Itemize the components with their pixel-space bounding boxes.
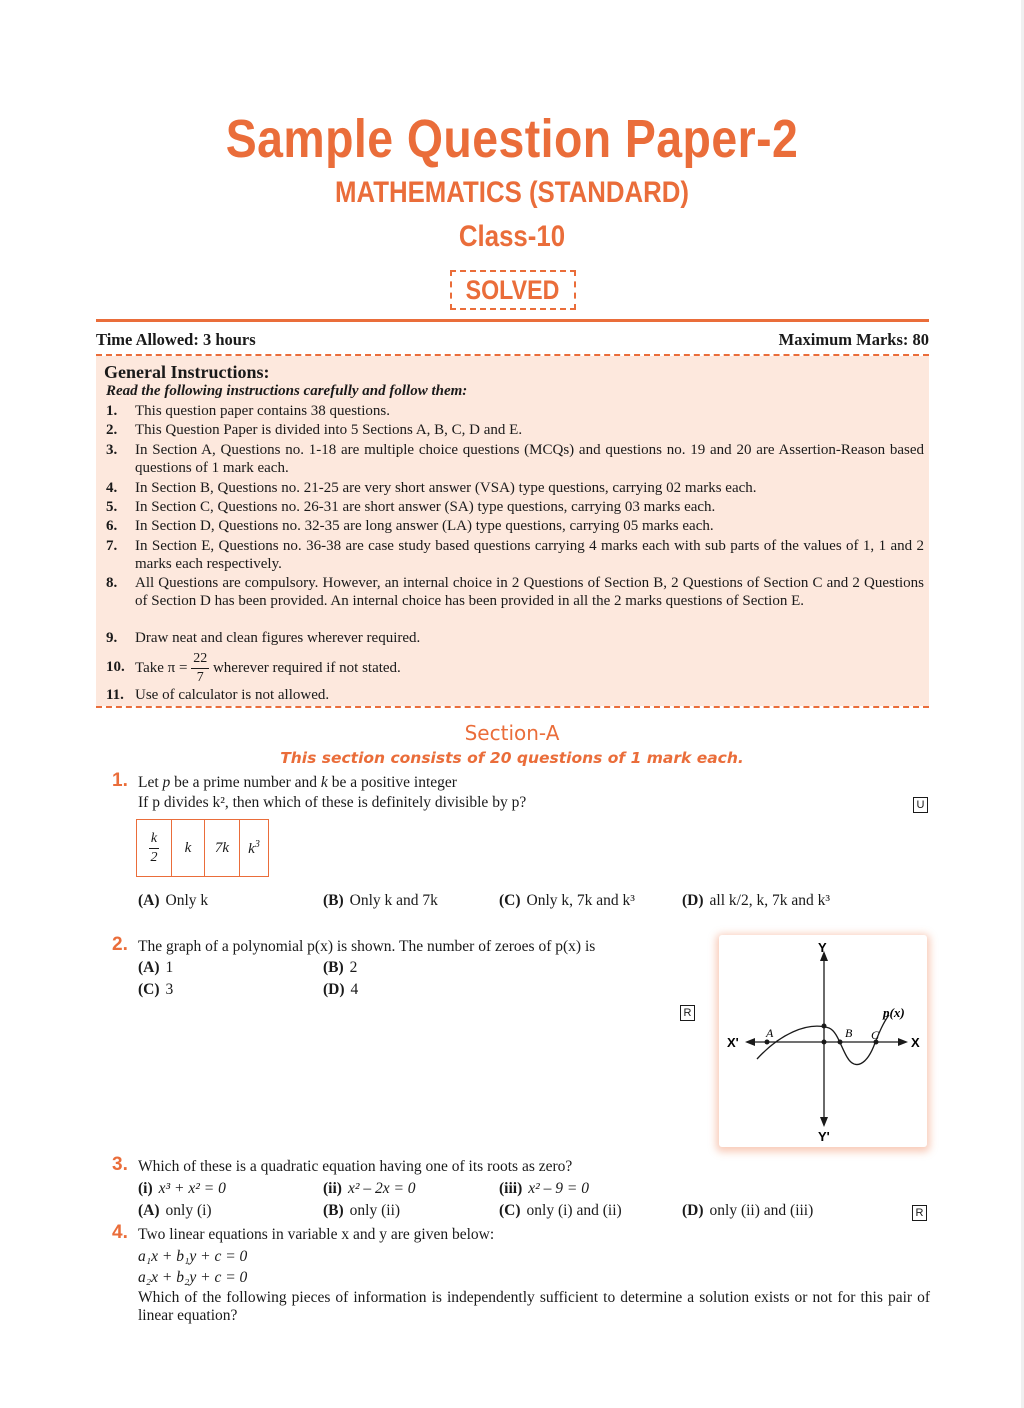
instruction-number: 1. xyxy=(106,403,118,419)
option-text: 4 xyxy=(350,981,359,998)
k-over-2 xyxy=(149,832,159,865)
question-number: 4. xyxy=(112,1222,128,1243)
option-text: only (i) and (ii) xyxy=(526,1202,622,1219)
pi-numerator: 22 xyxy=(191,652,209,669)
instruction-text: In Section D, Questions no. 32-35 are long answer (LA) type questions, carrying 05 marks each. xyxy=(135,518,714,534)
option-text: only (i) xyxy=(165,1202,212,1219)
polynomial-graph xyxy=(719,935,927,1147)
q1-table-cell: 7k xyxy=(205,820,240,877)
equation-label: (iii) xyxy=(499,1180,523,1197)
q1-option-c[interactable] xyxy=(499,892,635,910)
question-number: 2. xyxy=(112,934,128,955)
label-a: A xyxy=(766,1026,774,1040)
q1-var-p: p xyxy=(162,774,171,791)
equation-label: (i) xyxy=(138,1180,153,1197)
header-rule xyxy=(96,319,929,322)
q1-option-d[interactable] xyxy=(682,892,830,910)
instruction-text: In Section B, Questions no. 21-25 are very short answer (VSA) type questions, carrying 02 marks each. xyxy=(135,480,757,496)
instruction-item xyxy=(106,480,924,498)
solved-badge xyxy=(450,270,576,310)
instruction-item xyxy=(106,422,924,440)
label-y-neg: Y' xyxy=(818,1129,830,1144)
question-1-line-1 xyxy=(138,773,457,793)
question-number: 1. xyxy=(112,770,128,791)
instruction-number: 6. xyxy=(106,518,118,534)
option-text: 3 xyxy=(165,981,174,998)
time-allowed: Time Allowed: 3 hours xyxy=(96,330,256,349)
instruction-text xyxy=(135,652,924,685)
instruction-number: 8. xyxy=(106,575,118,591)
label-c: C xyxy=(871,1028,880,1042)
instruction-number: 11. xyxy=(106,687,124,703)
k-numerator: k xyxy=(149,832,159,849)
equation-label: (ii) xyxy=(323,1180,342,1197)
instruction-item xyxy=(106,518,924,536)
option-label: (A) xyxy=(138,959,160,976)
question-3-text: Which of these is a quadratic equation having one of its roots as zero? xyxy=(138,1158,573,1175)
instruction-item xyxy=(106,442,924,477)
q1-table-cell xyxy=(137,820,172,877)
question-4-text-2: Which of the following pieces of information is independently sufficient to determine a solution exists or not for this pair of linear equation? xyxy=(138,1289,930,1324)
difficulty-tag: U xyxy=(913,797,928,813)
q1-text-b: be a prime number and xyxy=(170,774,321,791)
q1-text-c: be a positive integer xyxy=(327,774,457,791)
option-label: (D) xyxy=(682,1202,704,1219)
option-label: (A) xyxy=(138,892,160,909)
instruction-number: 5. xyxy=(106,499,118,515)
option-text: 1 xyxy=(165,959,174,976)
instruction-text: Use of calculator is not allowed. xyxy=(135,687,330,703)
difficulty-tag: R xyxy=(912,1205,927,1221)
y-intercept-point xyxy=(822,1024,827,1029)
q2-option-d[interactable] xyxy=(323,981,358,999)
equation-text: x² – 9 = 0 xyxy=(528,1180,589,1197)
y-axis-arrow-down xyxy=(820,1117,828,1127)
instruction-number: 7. xyxy=(106,538,118,554)
instruction-item xyxy=(106,499,924,517)
q3-option-a[interactable] xyxy=(138,1202,212,1220)
option-text: Only k and 7k xyxy=(349,892,438,909)
q1-options-table xyxy=(136,819,269,877)
equation-text: x³ + x² = 0 xyxy=(158,1180,226,1197)
pi-denominator: 7 xyxy=(196,670,204,685)
section-title: Section-A xyxy=(464,721,560,745)
instruction-number: 3. xyxy=(106,442,118,458)
zero-point-a xyxy=(765,1040,770,1045)
question-1-line-2: If p divides k², then which of these is definitely divisible by p? xyxy=(138,794,527,811)
instructions-subheading: Read the following instructions carefully and follow them: xyxy=(106,383,468,399)
instruction-item xyxy=(106,652,924,685)
x-axis-arrow-right xyxy=(898,1038,908,1046)
q3-option-d[interactable] xyxy=(682,1202,813,1220)
question-number: 3. xyxy=(112,1154,128,1175)
option-label: (D) xyxy=(682,892,704,909)
instruction-text: Draw neat and clean figures wherever required. xyxy=(135,630,421,646)
pi-prefix: Take π = xyxy=(135,659,188,676)
instruction-text: In Section E, Questions no. 36-38 are case study based questions carrying 4 marks each with sub parts of the values of 1, 1 and 2 marks each respectively. xyxy=(135,538,924,572)
question-4-equation-2: a₂x + b₂y + c = 0 xyxy=(138,1269,248,1286)
instruction-text: This Question Paper is divided into 5 Sections A, B, C, D and E. xyxy=(135,422,523,438)
label-b: B xyxy=(845,1026,853,1040)
maximum-marks: Maximum Marks: 80 xyxy=(778,330,929,349)
option-label: (D) xyxy=(323,981,345,998)
label-curve: p(x) xyxy=(883,1005,905,1020)
q1-table-cell: k xyxy=(172,820,205,877)
instruction-text: This question paper contains 38 questions. xyxy=(135,403,390,419)
option-text: 2 xyxy=(349,959,358,976)
instruction-text: In Section A, Questions no. 1-18 are multiple choice questions (MCQs) and questions no. 19 and 20 are Assertion-Reason based questions of 1 mark each. xyxy=(135,442,924,476)
label-y: Y xyxy=(818,940,827,955)
option-label: (B) xyxy=(323,1202,344,1219)
instruction-item xyxy=(106,575,924,610)
q2-option-b[interactable] xyxy=(323,959,357,977)
option-label: (C) xyxy=(499,1202,521,1219)
instruction-number: 4. xyxy=(106,480,118,496)
pi-fraction xyxy=(191,652,209,685)
instruction-number: 9. xyxy=(106,630,118,646)
pi-suffix: wherever required if not stated. xyxy=(212,659,401,676)
instruction-text: In Section C, Questions no. 26-31 are short answer (SA) type questions, carrying 03 marks each. xyxy=(135,499,716,515)
q3-option-b[interactable] xyxy=(323,1202,400,1220)
x-axis-arrow-left xyxy=(745,1038,755,1046)
instructions-heading: General Instructions: xyxy=(104,362,270,382)
option-label: (A) xyxy=(138,1202,160,1219)
instruction-number: 2. xyxy=(106,422,118,438)
q2-option-c[interactable] xyxy=(138,981,173,999)
q1-option-b[interactable] xyxy=(323,892,438,910)
equation-text: x² – 2x = 0 xyxy=(347,1180,416,1197)
question-4-text: Two linear equations in variable x and y are given below: xyxy=(138,1226,495,1243)
option-label: (C) xyxy=(499,892,521,909)
q1-table xyxy=(136,819,269,877)
instruction-item xyxy=(106,630,924,648)
zero-point-b xyxy=(838,1040,843,1045)
option-label: (B) xyxy=(323,959,344,976)
origin-point xyxy=(822,1040,827,1045)
label-x: X xyxy=(911,1035,920,1050)
instructions-bottom-divider xyxy=(96,706,929,708)
option-text: only (ii) and (iii) xyxy=(709,1202,814,1219)
q1-table-cell: $k^3$ xyxy=(240,820,269,877)
q3-equation-i xyxy=(138,1180,226,1198)
paper-class: Class-10 xyxy=(458,220,566,253)
section-subtitle: This section consists of 20 questions of 1 mark each. xyxy=(280,749,744,767)
label-x-neg: X' xyxy=(727,1035,739,1050)
q1-text-a: Let xyxy=(138,774,163,791)
q2-option-a[interactable] xyxy=(138,959,173,977)
instruction-item xyxy=(106,403,924,421)
paper-title: Sample Question Paper-2 xyxy=(225,109,799,169)
instruction-number: 10. xyxy=(106,659,125,675)
two-denominator: 2 xyxy=(150,849,158,865)
option-text: all k/2, k, 7k and k³ xyxy=(709,892,830,909)
solved-badge-label: SOLVED xyxy=(466,275,560,305)
q3-option-c[interactable] xyxy=(499,1202,622,1220)
q1-var-k: k xyxy=(320,774,328,791)
polynomial-graph-card xyxy=(719,935,927,1147)
instruction-item xyxy=(106,687,924,705)
question-4-equation-1: a₁x + b₁y + c = 0 xyxy=(138,1248,248,1265)
option-text: Only k, 7k and k³ xyxy=(526,892,635,909)
option-text: only (ii) xyxy=(349,1202,401,1219)
question-2-text: The graph of a polynomial p(x) is shown. The number of zeroes of p(x) is xyxy=(138,938,596,955)
q3-equation-iii xyxy=(499,1180,589,1198)
q3-equation-ii xyxy=(323,1180,416,1198)
q1-option-a[interactable] xyxy=(138,892,208,910)
option-label: (C) xyxy=(138,981,160,998)
option-text: Only k xyxy=(165,892,209,909)
option-label: (B) xyxy=(323,892,344,909)
difficulty-tag: R xyxy=(680,1005,695,1021)
paper-subject: MATHEMATICS (STANDARD) xyxy=(335,176,689,209)
instruction-text: All Questions are compulsory. However, an internal choice in 2 Questions of Section B, 2 Questions of Section C and 2 Questions of Section D has been provided. An internal choice has been provided in all the 2 marks questions of Section E. xyxy=(135,575,924,609)
instruction-item xyxy=(106,538,924,573)
